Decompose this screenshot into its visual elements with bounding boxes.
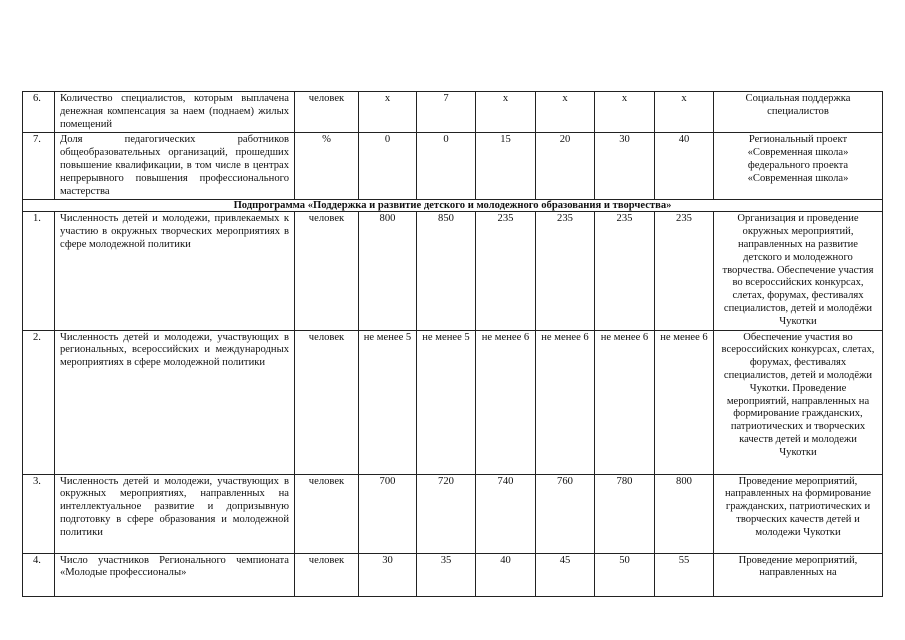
- indicator-name: Численность детей и молодежи, участвующих в региональных, всероссийских и международных мероприятиях в сфере молодежной политики: [55, 330, 295, 474]
- row-number: 4.: [23, 553, 55, 596]
- unit-cell: человек: [295, 474, 359, 553]
- value-cell: 235: [476, 212, 536, 330]
- indicators-table: [22, 91, 883, 597]
- description-cell: Организация и проведение окружных мероприятий, направленных на развитие детского и молодежного творчества. Обеспечение участия во всероссийских конкурсах, слетах, форумах, фестивалях специалистов, детей и молодёжи Чукотки: [714, 212, 883, 330]
- subprogram-title: Подпрограмма «Поддержка и развитие детского и молодежного образования и творчества»: [23, 200, 883, 212]
- value-cell: не менее 5: [417, 330, 476, 474]
- value-cell: х: [536, 92, 595, 133]
- value-cell: 40: [476, 553, 536, 596]
- row-number: 1.: [23, 212, 55, 330]
- value-cell: 0: [417, 133, 476, 200]
- value-cell: не менее 5: [359, 330, 417, 474]
- row-number: 2.: [23, 330, 55, 474]
- value-cell: не менее 6: [655, 330, 714, 474]
- value-cell: х: [655, 92, 714, 133]
- indicator-name: Число участников Регионального чемпионата «Молодые профессионалы»: [55, 553, 295, 596]
- table-row: [23, 133, 883, 200]
- unit-cell: человек: [295, 212, 359, 330]
- value-cell: 30: [595, 133, 655, 200]
- row-number: 6.: [23, 92, 55, 133]
- indicator-name: Количество специалистов, которым выплачена денежная компенсация за наем (поднаем) жилых помещений: [55, 92, 295, 133]
- description-cell: Проведение мероприятий, направленных на: [714, 553, 883, 596]
- row-number: 7.: [23, 133, 55, 200]
- value-cell: 800: [655, 474, 714, 553]
- description-cell: Обеспечение участия во всероссийских конкурсах, слетах, форумах, фестивалях специалистов, детей и молодёжи Чукотки. Проведение мероприятий, направленных на формирование гражданских, патриотических и творческих качеств детей и молодежи Чукотки: [714, 330, 883, 474]
- value-cell: 20: [536, 133, 595, 200]
- table-row: [23, 474, 883, 553]
- unit-cell: человек: [295, 330, 359, 474]
- table-row: [23, 330, 883, 474]
- value-cell: 760: [536, 474, 595, 553]
- value-cell: х: [359, 92, 417, 133]
- value-cell: 850: [417, 212, 476, 330]
- value-cell: 45: [536, 553, 595, 596]
- value-cell: 30: [359, 553, 417, 596]
- description-cell: Социальная поддержка специалистов: [714, 92, 883, 133]
- value-cell: 15: [476, 133, 536, 200]
- subprogram-row: [23, 200, 883, 212]
- unit-cell: %: [295, 133, 359, 200]
- value-cell: 50: [595, 553, 655, 596]
- value-cell: 55: [655, 553, 714, 596]
- value-cell: 0: [359, 133, 417, 200]
- value-cell: 800: [359, 212, 417, 330]
- table-row: [23, 553, 883, 596]
- value-cell: 40: [655, 133, 714, 200]
- value-cell: 740: [476, 474, 536, 553]
- value-cell: 235: [595, 212, 655, 330]
- indicator-name: Численность детей и молодежи, участвующих в окружных мероприятиях, направленных на интеллектуальное развитие и допризывную подготовку в сфере образования и молодежной политики: [55, 474, 295, 553]
- value-cell: 700: [359, 474, 417, 553]
- table-row: [23, 92, 883, 133]
- value-cell: 780: [595, 474, 655, 553]
- value-cell: 235: [655, 212, 714, 330]
- value-cell: х: [595, 92, 655, 133]
- row-number: 3.: [23, 474, 55, 553]
- indicator-name: Численность детей и молодежи, привлекаемых к участию в окружных творческих мероприятиях в сфере молодежной политики: [55, 212, 295, 330]
- table-row: [23, 212, 883, 330]
- value-cell: 35: [417, 553, 476, 596]
- description-cell: Проведение мероприятий, направленных на формирование гражданских, патриотических и творческих качеств детей и молодежи Чукотки: [714, 474, 883, 553]
- value-cell: не менее 6: [536, 330, 595, 474]
- indicator-name: Доля педагогических работников общеобразовательных организаций, прошедших повышение квалификации, в том числе в центрах непрерывного повышения профессионального мастерства: [55, 133, 295, 200]
- unit-cell: человек: [295, 553, 359, 596]
- value-cell: не менее 6: [476, 330, 536, 474]
- value-cell: 7: [417, 92, 476, 133]
- value-cell: не менее 6: [595, 330, 655, 474]
- unit-cell: человек: [295, 92, 359, 133]
- value-cell: х: [476, 92, 536, 133]
- value-cell: 235: [536, 212, 595, 330]
- value-cell: 720: [417, 474, 476, 553]
- description-cell: Региональный проект «Современная школа» федерального проекта «Современная школа»: [714, 133, 883, 200]
